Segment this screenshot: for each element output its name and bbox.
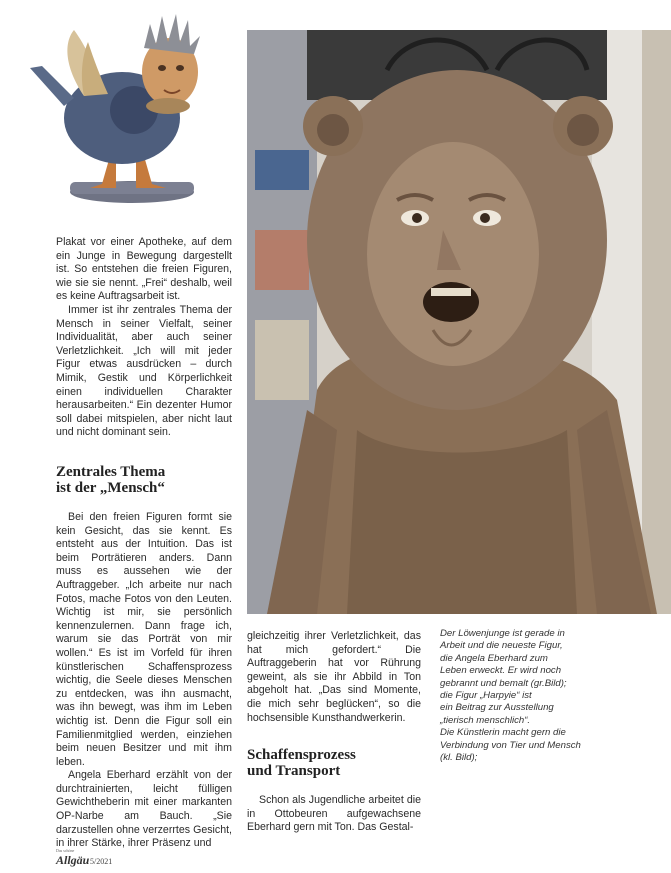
caption-line: Verbindung von Tier und Mensch: [440, 739, 581, 751]
caption-line: Die Künstlerin macht gern die: [440, 727, 566, 739]
magazine-logo: Allgäu: [56, 853, 90, 867]
caption-line: Der Löwenjunge ist gerade in: [440, 628, 565, 639]
heading-schaffensprozess: [247, 747, 427, 779]
paragraph: gleichzeitig ihrer Verletzlichkeit, das hat mich gefordert.“ Die Auftraggeberin hat vor Rührung geweint, als sie ihr Abbild in Ton abgeholt hat. „Das sind Momente, die mich sehr beglücken“, so die hochsensible Kunsthandwerkerin.: [247, 630, 421, 724]
caption-line: Leben erweckt. Er wird noch: [440, 665, 562, 677]
caption-line: „tierisch menschlich“.: [440, 714, 531, 726]
heading-line: Schaffensprozess: [247, 747, 356, 763]
magazine-logo-small: Das schöne: [56, 848, 75, 853]
photo-caption: [440, 628, 640, 764]
middle-column-continued: [247, 794, 421, 835]
caption-line: die Angela Eberhard zum: [440, 652, 548, 664]
issue-number: 5/2021: [90, 857, 113, 866]
loewenjunge-photo: [247, 30, 671, 614]
page-footer: [56, 848, 176, 870]
paragraph: Immer ist ihr zentrales Thema der Mensch in seiner Vielfalt, seiner Individualität, aber auch seiner Verletzlichkeit. „Ich will mit jeder Figur etwas ausdrücken – durch Mimik, Gestik und Körperlichkeit einen individuellen Charakter herausarbeiten.“ Ein dezenter Humor soll dabei mitspielen, aber nicht laut und nicht dominant sein.: [56, 303, 232, 439]
caption-line: ein Beitrag zur Ausstellung: [440, 702, 554, 714]
paragraph: Plakat vor einer Apotheke, auf dem ein Junge in Bewegung dargestellt ist. So entstehen die freien Figuren, wie sie sie nennt. „Frei“ deshalb, weil es keine Auftragsarbeit ist.: [56, 236, 232, 303]
heading-zentrales-thema: [56, 464, 236, 496]
left-column: [56, 236, 232, 440]
caption-line: Arbeit und die neueste Figur,: [440, 640, 563, 652]
middle-column: [247, 630, 421, 725]
harpyie-figure-photo: [24, 6, 220, 206]
loewenjunge-illustration: [247, 30, 671, 614]
left-column-continued: [56, 511, 232, 851]
paragraph: Bei den freien Figuren formt sie kein Gesicht, das sie kennt. Es entsteht aus der Intuition. Das ist beim Porträtieren anders. Dann muss es aussehen wie der Auftraggeber. „Ich arbeite nur nach Fotos, mache Fotos von den Leuten. Wichtig ist mir, sie persönlich kennenzulernen. Dann frage ich, warum sie das Porträt von mir wollen.“ Es ist im Vorfeld für ihren künstlerischen Schaffensprozess wichtig, die Seele dieses Menschen zu entdecken, was ihn ausmacht, was ihn bewegt, was ihm im Leben wichtig ist. Denn die Figur soll ein Familienmitglied werden, einziehen beim neuen Besitzer und mit ihm leben.: [56, 511, 232, 768]
caption-line: (kl. Bild);: [440, 752, 478, 764]
heading-line: Zentrales Thema: [56, 464, 166, 480]
harpyie-figure-illustration: [24, 6, 220, 206]
paragraph: Schon als Jugendliche arbeitet die in Ottobeuren aufgewachsene Eberhard gern mit Ton. Das Gestal-: [247, 794, 421, 834]
heading-line: und Transport: [247, 763, 341, 779]
paragraph: Angela Eberhard erzählt von der durchtrainierten, leicht fülligen Gewichtheberin mit einer markanten OP-Narbe am Bauch. „Sie darzustellen ohne verzerrtes Gesicht, in ihrer Stärke, ihrer Präsenz und: [56, 769, 232, 850]
caption-line: gebrannt und bemalt (gr.Bild);: [440, 677, 567, 689]
caption-line: die Figur „Harpyie“ ist: [440, 690, 532, 702]
heading-line: ist der „Mensch“: [56, 480, 165, 496]
